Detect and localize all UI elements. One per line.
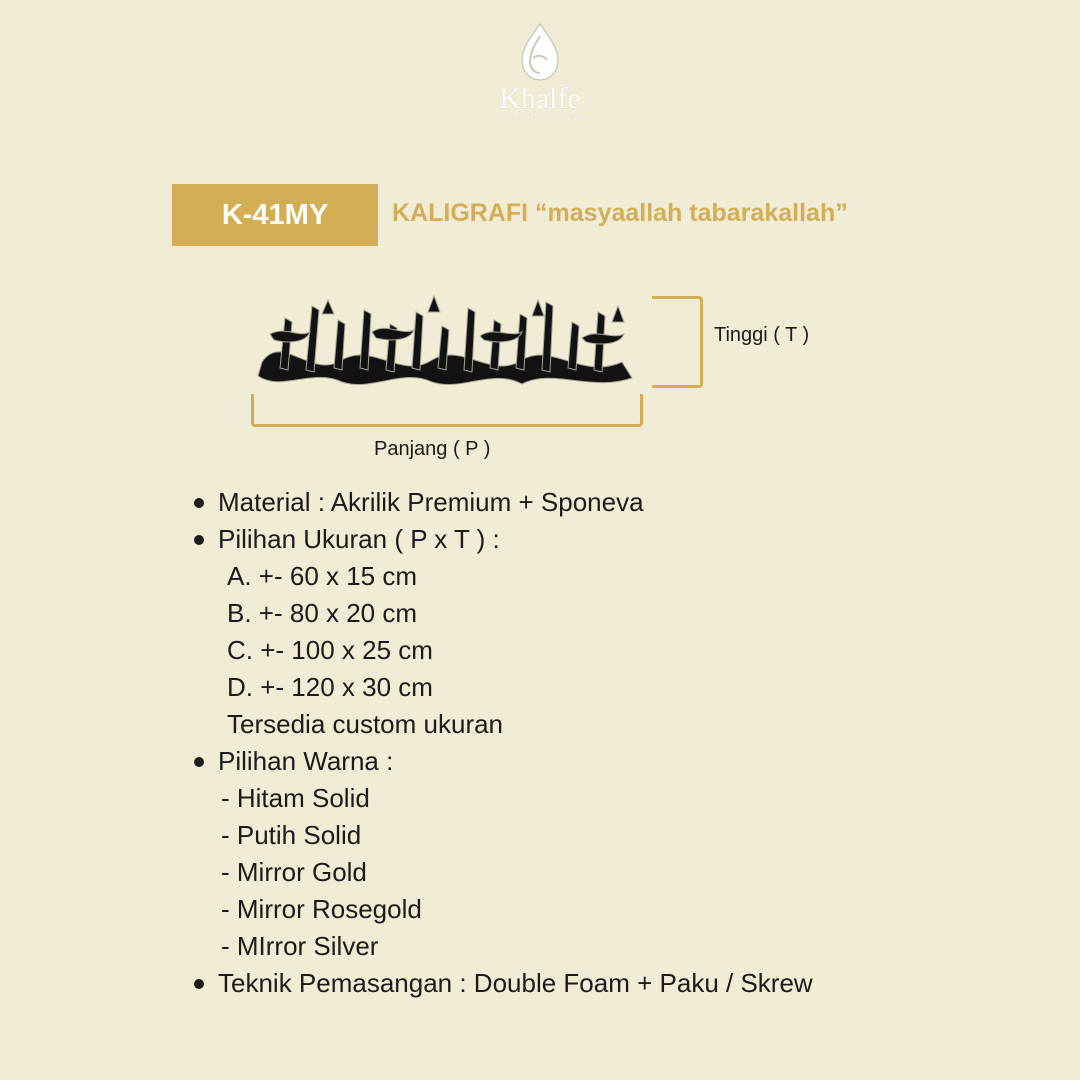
color-option: - Hitam Solid [221,783,370,813]
product-code: K-41MY [221,198,329,231]
color-option: - Mirror Rosegold [221,894,422,924]
material-item [190,484,1050,521]
brand-logo [480,22,600,134]
bullet-icon [194,498,204,508]
size-option: A. +- 60 x 15 cm [227,561,418,591]
product-code-badge [172,184,378,246]
height-bracket [652,296,703,388]
color-heading-item [190,743,1050,780]
bullet-icon [194,757,204,767]
size-heading-item [190,521,1050,558]
brand-name: Khalfe [499,82,581,115]
color-option: - Putih Solid [221,820,362,850]
color-option: - Mirror Gold [221,857,367,887]
bullet-icon [194,535,204,545]
spec-list [190,484,1050,1002]
brand-tagline: ISLAMIC HOME & LIVING [494,116,586,122]
product-title: KALIGRAFI “masyaallah tabarakallah” [392,199,848,227]
size-option: B. +- 80 x 20 cm [227,598,418,628]
size-option: D. +- 120 x 30 cm [227,672,433,702]
installation-text: Teknik Pemasangan : Double Foam + Paku / Skrew [218,968,813,998]
color-option: - MIrror Silver [221,931,379,961]
height-label: Tinggi ( T ) [714,324,810,346]
length-bracket [251,394,643,427]
bullet-icon [194,979,204,989]
color-heading-text: Pilihan Warna : [218,746,394,776]
calligraphy-image [252,292,642,392]
material-text: Material : Akrilik Premium + Sponeva [218,487,644,517]
custom-size-note: Tersedia custom ukuran [227,709,504,739]
size-heading-text: Pilihan Ukuran ( P x T ) : [218,524,500,554]
installation-item [190,965,1050,1002]
flame-drop-icon [518,22,562,82]
length-label: Panjang ( P ) [374,438,491,460]
size-option: C. +- 100 x 25 cm [227,635,433,665]
